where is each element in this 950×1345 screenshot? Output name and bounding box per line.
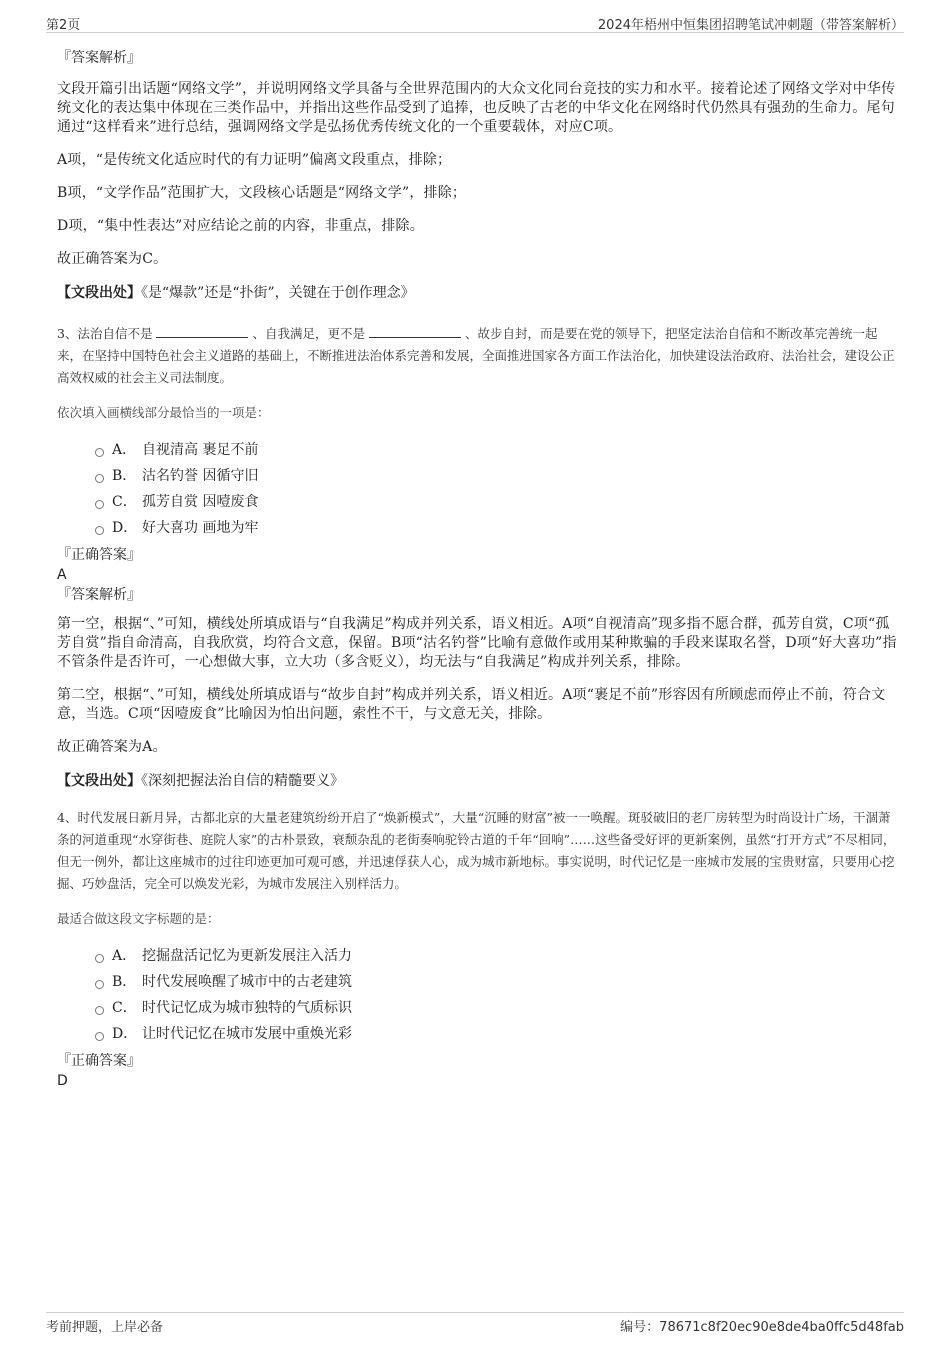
analysis-paragraph: 第二空，根据“、”可知，横线处所填成语与“故步自封”构成并列关系，语义相近。A项“裹足不前”形容因有所顾虑而停止不前，符合文意，当选。C项“因噎废食”比喻因为怕出问题，索性不干，与文意无关，排除。 <box>57 687 886 722</box>
question-text: 、自我满足，更不是 <box>252 326 365 341</box>
radio-icon[interactable] <box>95 954 104 963</box>
option-text: 挖掘盘活记忆为更新发展注入活力 <box>142 948 352 964</box>
analysis-paragraph: B项，“文学作品”范围扩大，文段核心话题是“网络文学”，排除； <box>57 185 467 201</box>
fill-blank <box>369 325 461 338</box>
question-3-stem <box>57 323 897 389</box>
radio-icon[interactable] <box>95 980 104 989</box>
correct-answer-tag: 『正确答案』 <box>57 1053 141 1069</box>
radio-icon[interactable] <box>95 1006 104 1015</box>
option-letter: D． <box>112 520 138 536</box>
option-letter: D． <box>112 1026 138 1042</box>
option-letter: A． <box>112 948 137 964</box>
correct-answer: A <box>57 567 67 583</box>
question-prompt: 最适合做这段文字标题的是： <box>57 911 220 926</box>
source-title: 《深刻把握法治自信的精髓要义》 <box>141 773 344 789</box>
page-number: 第2页 <box>46 18 81 33</box>
option-b[interactable] <box>95 463 897 489</box>
option-text: 让时代记忆在城市发展中重焕光彩 <box>142 1026 352 1042</box>
question-4-stem: 4、时代发展日新月异，古都北京的大量老建筑纷纷开启了“焕新模式”，大量“沉睡的财富”被一一唤醒。斑驳破旧的老厂房转型为时尚设计广场，干涸萧条的河道重现“水穿街巷、庭院人家”的古朴景致，衰颓杂乱的老街奏响驼铃古道的千年“回响”……这些备受好评的更新案例，虽然“打开方式”不尽相同，但无一例外，都让这座城市的过往印迹更加可观可感，并迅速俘获人心，成为城市新地标。事实说明，时代记忆是一座城市发展的宝贵财富，只要用心挖掘、巧妙盘活，完全可以焕发光彩，为城市发展注入别样活力。 <box>57 810 896 891</box>
conclusion-line: 故正确答案为A。 <box>57 739 167 755</box>
option-letter: C． <box>112 1000 137 1016</box>
option-a[interactable] <box>95 943 897 969</box>
analysis-paragraph: D项，“集中性表达”对应结论之前的内容，非重点，排除。 <box>57 218 424 234</box>
correct-answer: D <box>57 1073 68 1089</box>
footer-slogan: 考前押题，上岸必备 <box>46 1320 164 1335</box>
option-letter: B． <box>112 974 137 990</box>
analysis-paragraph: A项，“是传统文化适应时代的有力证明”偏离文段重点，排除； <box>57 152 452 168</box>
options-list <box>95 943 897 1047</box>
analysis-paragraph: 文段开篇引出话题“网络文学”，并说明网络文学具备与全世界范围内的大众文化同台竞技的实力和水平。接着论述了网络文学对中华传统文化的表达集中体现在三类作品中，并指出这些作品受到了追捧，也反映了古老的中华文化在网络时代仍然具有强劲的生命力。尾句通过“这样看来”进行总结，强调网络文学是弘扬优秀传统文化的一个重要载体，对应C项。 <box>57 81 896 135</box>
radio-icon[interactable] <box>95 1032 104 1041</box>
option-text: 自视清高 裹足不前 <box>142 442 259 458</box>
option-text: 时代记忆成为城市独特的气质标识 <box>142 1000 352 1016</box>
radio-icon[interactable] <box>95 448 104 457</box>
radio-icon[interactable] <box>95 474 104 483</box>
option-b[interactable] <box>95 969 897 995</box>
correct-answer-tag: 『正确答案』 <box>57 547 141 563</box>
source-citation <box>57 283 897 303</box>
document-id: 编号：78671c8f20ec90e8de4ba0ffc5d48fab <box>620 1320 904 1335</box>
option-letter: C． <box>112 494 137 510</box>
conclusion-line: 故正确答案为C。 <box>57 251 168 267</box>
option-text: 好大喜功 画地为牢 <box>142 520 259 536</box>
main-content <box>57 48 897 1091</box>
option-d[interactable] <box>95 1021 897 1047</box>
analysis-paragraph: 第一空，根据“、”可知，横线处所填成语与“自我满足”构成并列关系，语义相近。A项“自视清高”现多指不愿合群，孤芳自赏，C项“孤芳自赏”指自命清高，自我欣赏，均符合文意，保留。B项“沽名钓誉”比喻有意做作或用某种欺骗的手段来谋取名誉，D项“好大喜功”指不管条件是否许可，一心想做大事，立大功（多含贬义），均无法与“自我满足”构成并列关系，排除。 <box>57 616 897 670</box>
option-a[interactable] <box>95 437 897 463</box>
option-letter: B． <box>112 468 137 484</box>
page-footer <box>46 1312 904 1335</box>
page-header <box>46 14 904 33</box>
source-label: 【文段出处】 <box>57 773 141 789</box>
document-title: 2024年梧州中恒集团招聘笔试冲刺题（带答案解析） <box>597 18 904 33</box>
source-title: 《是“爆款”还是“扑街”，关键在于创作理念》 <box>141 285 415 301</box>
option-text: 沽名钓誉 因循守旧 <box>142 468 259 484</box>
option-text: 孤芳自赏 因噎废食 <box>142 494 259 510</box>
question-text: 3、法治自信不是 <box>57 326 153 341</box>
options-list <box>95 437 897 541</box>
radio-icon[interactable] <box>95 526 104 535</box>
option-c[interactable] <box>95 489 897 515</box>
analysis-tag: 『答案解析』 <box>57 50 141 66</box>
question-text: 、故步自封，而是要在党的领导下，把坚定法治自信和不断改革完善统一起来，在坚持中国特色社会主义道路的基础上，不断推进法治体系完善和发展，全面推进国家各方面工作法治化，加快建设法治政府、法治社会，建设公正高效权威的社会主义司法制度。 <box>57 326 895 385</box>
fill-blank <box>156 325 248 338</box>
option-c[interactable] <box>95 995 897 1021</box>
radio-icon[interactable] <box>95 500 104 509</box>
option-d[interactable] <box>95 515 897 541</box>
option-text: 时代发展唤醒了城市中的古老建筑 <box>142 974 352 990</box>
source-label: 【文段出处】 <box>57 285 141 301</box>
analysis-tag: 『答案解析』 <box>57 587 141 603</box>
source-citation <box>57 771 897 791</box>
option-letter: A． <box>112 442 137 458</box>
question-prompt: 依次填入画横线部分最恰当的一项是： <box>57 405 270 420</box>
